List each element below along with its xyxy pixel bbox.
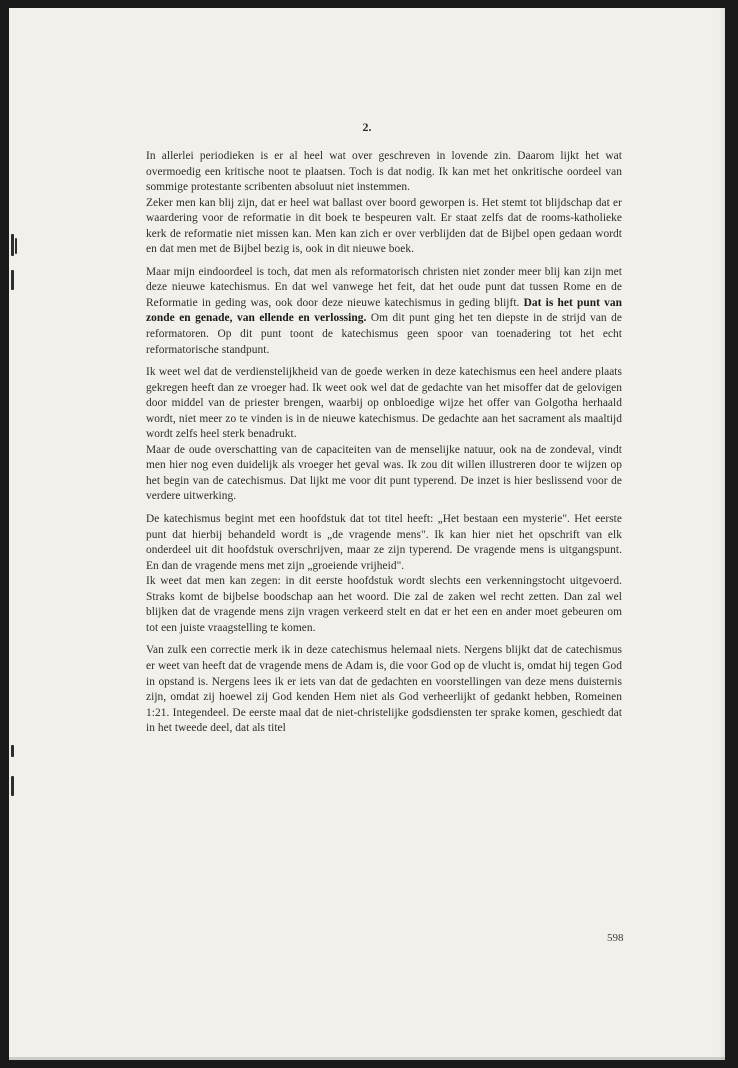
paragraph-3-emphasis: Dat is het punt van zonde en genade, van ellende en verlossing. (146, 296, 622, 325)
document-page (9, 8, 725, 1060)
paragraph-3 (146, 265, 622, 358)
page-edge-shadow (719, 8, 725, 1060)
paragraph-2: Zeker men kan blij zijn, dat er heel wat ballast over boord geworpen is. Het stemt tot blijdschap dat er waardering voor de reformatie in dit boek te bespeuren valt. Er staat zelfs dat de rooms-katholieke kerk de reformatie niet missen kan. Men kan zich er over verblijden dat de Bijbel open gedaan wordt en dat men met de Bijbel bezig is, ook in dit nieuwe boek. (146, 196, 622, 256)
margin-mark-2 (15, 238, 17, 254)
margin-mark-3 (11, 270, 14, 290)
margin-mark-1 (11, 234, 14, 256)
paragraph-1: In allerlei periodieken is er al heel wat over geschreven in lovende zin. Daarom lijkt het wat overmoedig een kritische noot te plaatsen. Toch is dat nodig. Ik kan met het onkritische oordeel van sommige protestante scribenten absoluut niet instemmen. (146, 150, 622, 194)
paragraph-7: Ik weet dat men kan zegen: in dit eerste hoofdstuk wordt slechts een verkenningstocht uitgevoerd. Straks komt de bijbelse boodschap aan het woord. Die zal de zaken wel recht zetten. Dan zal wel blijken dat de vragende mens zijn vragen verkeerd stelt en dat er het een en ander moet gebeuren om tot een juiste vraagstelling te komen. (146, 575, 622, 634)
paragraph-3-text-a: Maar mijn eindoordeel is toch, dat men als reformatorisch christen niet zonder meer blij kan zijn met deze nieuwe katechismus. En dat wel vanwege het feit, dat het oude punt dat tussen Rome en de Reformatie in geding was, ook door deze nieuwe katechismus in geding blijft. (146, 265, 622, 309)
page-number: 598 (607, 932, 624, 944)
paragraph-3-text-b: Om dit punt ging het ten diepste in de strijd van de reformatoren. Op dit punt toont de katechismus geen spoor van toenadering tot het echt reformatorische standpunt. (146, 312, 622, 356)
paragraph-6: De katechismus begint met een hoofdstuk dat tot titel heeft: „Het bestaan een mysterie". Het eerste punt dat hierbij behandeld wordt is „de vragende mens". Ik kan hier niet het opschrift van elk onderdeel uit dit hoofdstuk overschrijven, maar ze zijn typerend. De vragende mens is uitgangspunt. En dan de vragende mens met zijn „groeiende vrijheid". (146, 513, 622, 572)
margin-mark-5 (11, 776, 14, 796)
margin-mark-4 (11, 745, 14, 757)
paragraph-8: Van zulk een correctie merk ik in deze catechismus helemaal niets. Nergens blijkt dat de catechismus er weet van heeft dat de vragende mens de Adam is, die voor God op de vlucht is, omdat hij tegen God in opstand is. Nergens lees ik er iets van dat de gedachten en voorstellingen van deze mens duisternis zijn, omdat zij hoewel zij God kenden Hem niet als God verheerlijkt of gedankt hebben, Romeinen 1:21. Integendeel. De eerste maal dat de niet-christelijke godsdiensten ter sprake komen, geschiedt dat in het tweede deel, dat als titel (146, 644, 622, 735)
body-text (146, 149, 622, 737)
page-bottom-edge (9, 1057, 725, 1060)
paragraph-5: Maar de oude overschatting van de capaciteiten van de menselijke natuur, ook na de zondeval, vindt men hier nog even duidelijk als vroeger het geval was. Ik zou dit willen illustreren door te wijzen op het begin van de catechismus. Dat lijkt me voor dit punt typerend. De inzet is hier beslissend voor de verdere uitwerking. (146, 443, 622, 503)
paragraph-4: Ik weet wel dat de verdienstelijkheid van de goede werken in deze katechismus een heel andere plaats gekregen heeft dan ze vroeger had. Ik weet ook wel dat de gedachte van het misoffer dat de gelovigen door middel van de priester brengen, waarbij op onbloedige wijze het offer van Golgotha herhaald wordt, niet meer zo te vinden is in de nieuwe katechismus. De gedachte aan het sacrament als maaltijd wordt zelfs heel sterk benadrukt. (146, 366, 622, 441)
chapter-number: 2. (362, 120, 372, 134)
